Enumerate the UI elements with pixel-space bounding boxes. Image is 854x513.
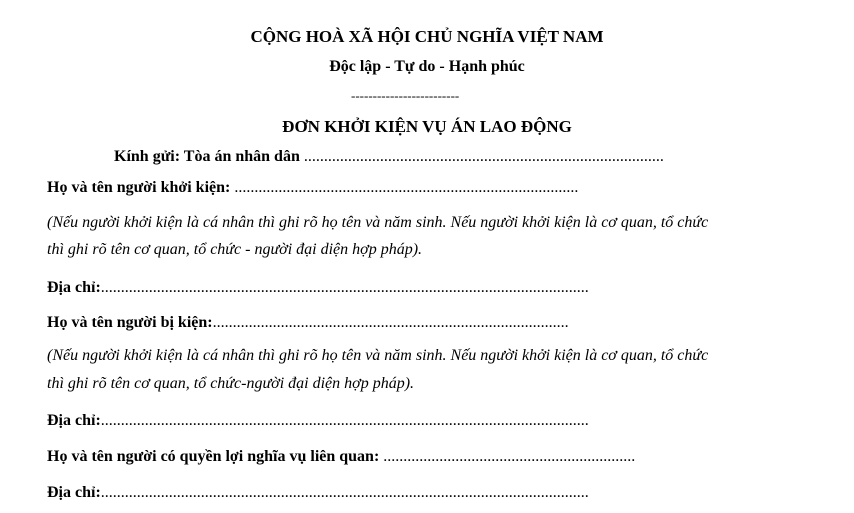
plaintiff-line xyxy=(47,179,578,197)
defendant-label: Họ và tên người bị kiện: xyxy=(47,314,213,331)
related-party-line xyxy=(47,448,635,466)
defendant-dots: ......................................................................................... xyxy=(212,314,569,331)
recipient-dots: .......................................................................................... xyxy=(303,148,664,165)
defendant-line xyxy=(47,314,569,332)
defendant-note-line-2: thì ghi rõ tên cơ quan, tổ chức-người đại diện hợp pháp). xyxy=(47,375,415,392)
recipient-label: Kính gửi: Tòa án nhân dân xyxy=(114,148,300,165)
address-dots-1: .......................................................................................................................... xyxy=(100,279,589,296)
address-line-3 xyxy=(47,484,589,502)
document-title: ĐƠN KHỞI KIỆN VỤ ÁN LAO ĐỘNG xyxy=(282,117,572,136)
defendant-note-line-1: (Nếu người khởi kiện là cá nhân thì ghi rõ họ tên và năm sinh. Nếu người khởi kiện là cơ quan, tổ chức xyxy=(47,347,709,364)
address-line-2 xyxy=(47,412,589,430)
related-party-label: Họ và tên người có quyền lợi nghĩa vụ liên quan: xyxy=(47,448,380,465)
address-dots-3: .......................................................................................................................... xyxy=(100,484,589,501)
address-line-1 xyxy=(47,279,589,297)
plaintiff-dots: ...................................................................................... xyxy=(234,179,579,196)
address-label-1: Địa chỉ: xyxy=(47,279,101,296)
plaintiff-note-line-2: thì ghi rõ tên cơ quan, tổ chức - người đại diện hợp pháp). xyxy=(47,241,423,258)
header-separator: ------------------------- xyxy=(351,88,460,103)
plaintiff-label: Họ và tên người khởi kiện: xyxy=(47,179,231,196)
motto: Độc lập - Tự do - Hạnh phúc xyxy=(329,58,525,75)
related-party-dots: ............................................................... xyxy=(383,448,636,465)
address-label-2: Địa chỉ: xyxy=(47,412,101,429)
national-title: CỘNG HOÀ XÃ HỘI CHỦ NGHĨA VIỆT NAM xyxy=(250,27,604,46)
address-dots-2: .......................................................................................................................... xyxy=(100,412,589,429)
recipient-line xyxy=(114,148,664,166)
address-label-3: Địa chỉ: xyxy=(47,484,101,501)
plaintiff-note-line-1: (Nếu người khởi kiện là cá nhân thì ghi rõ họ tên và năm sinh. Nếu người khởi kiện là cơ quan, tổ chức xyxy=(47,214,709,231)
